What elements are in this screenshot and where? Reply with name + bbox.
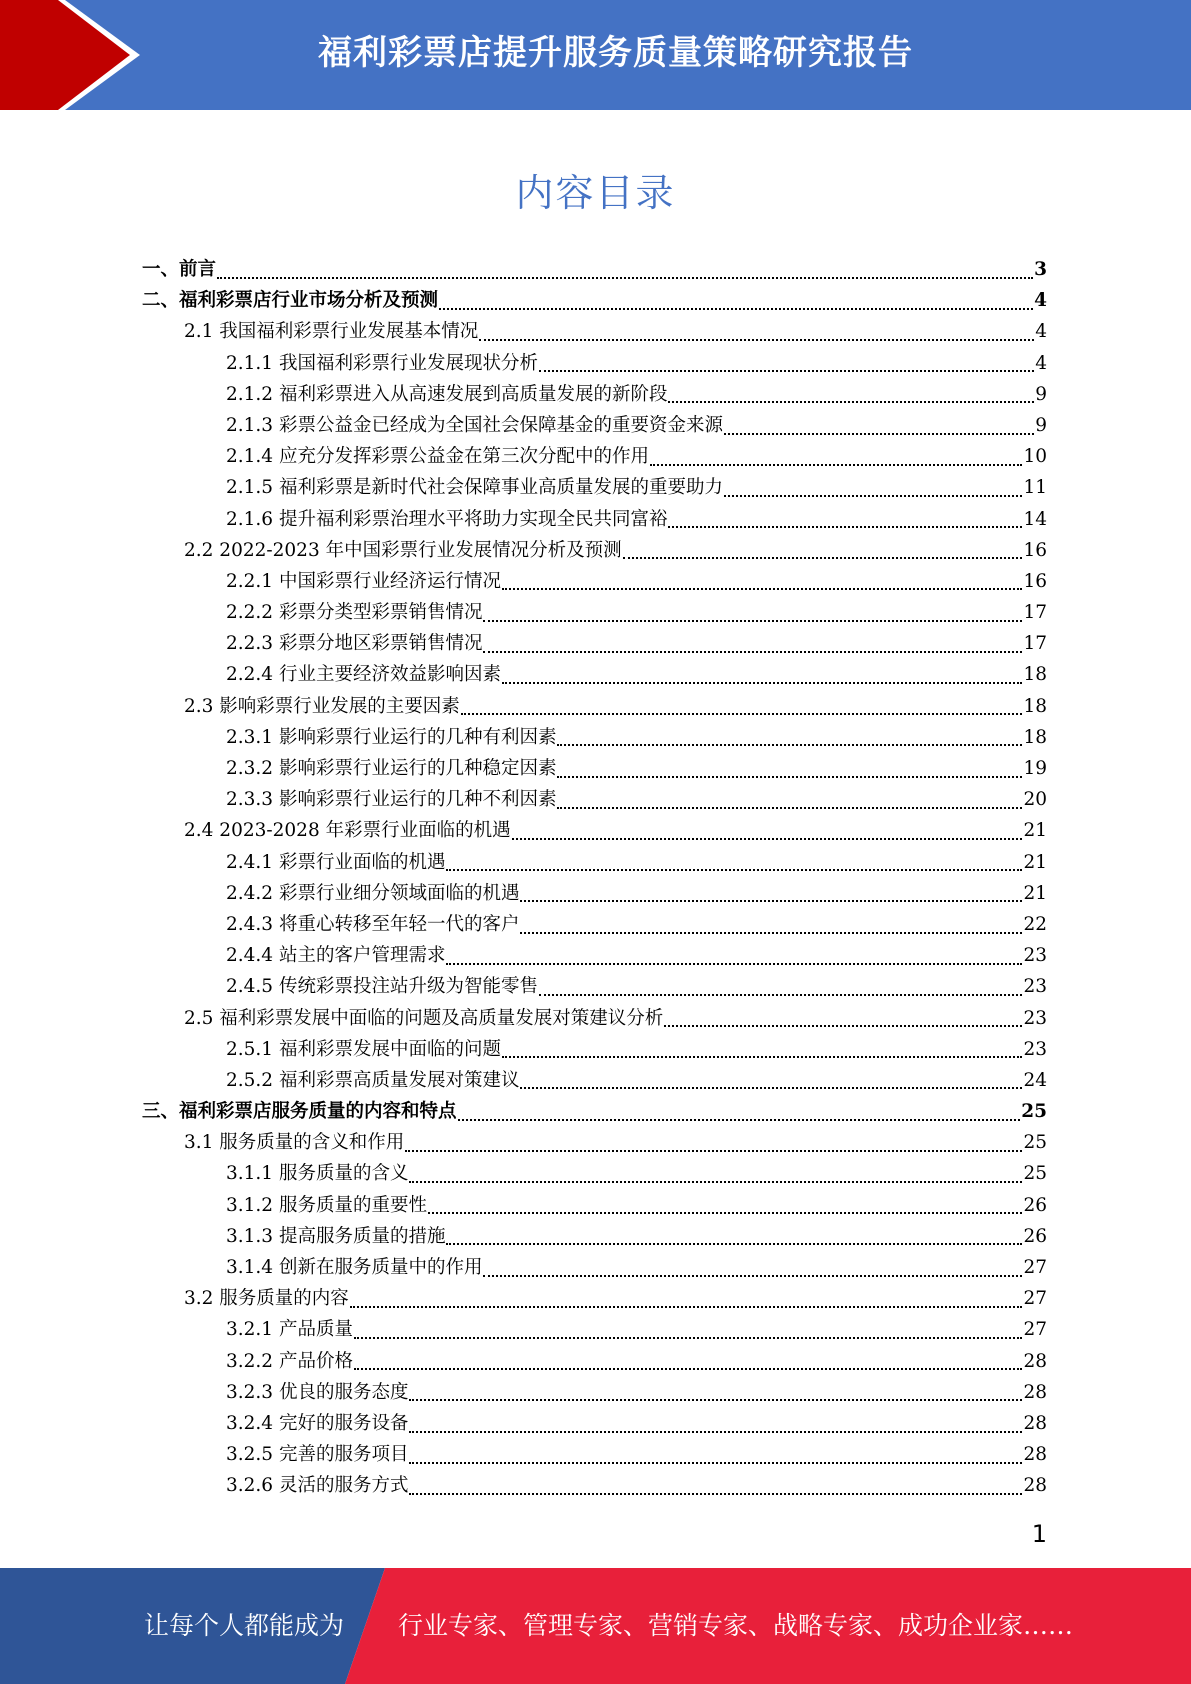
toc-entry[interactable] [142,1158,1047,1189]
toc-entry-label: 2.1 我国福利彩票行业发展基本情况 [184,321,479,343]
toc-entry[interactable] [142,504,1047,535]
toc-entry[interactable] [142,566,1047,597]
toc-entry-label: 3.2.4 完好的服务设备 [226,1412,409,1434]
toc-entry[interactable] [142,1470,1047,1501]
toc-dot-leader [520,1087,1022,1089]
toc-entry[interactable] [142,1252,1047,1283]
toc-dot-leader [724,433,1034,435]
toc-entry-label: 2.3.1 影响彩票行业运行的几种有利因素 [226,726,557,748]
toc-entry-page: 18 [1023,695,1047,717]
toc-entry-page: 14 [1023,508,1047,530]
toc-entry-page: 10 [1023,446,1047,468]
toc-dot-leader [461,713,1023,715]
toc-entry-label: 一、前言 [142,259,217,280]
toc-dot-leader [512,838,1023,840]
page-header [0,0,1191,110]
toc-entry-label: 2.4 2023-2028 年彩票行业面临的机遇 [184,820,511,842]
toc-entry-page: 25 [1023,1132,1047,1154]
toc-entry-page: 9 [1035,383,1047,405]
toc-entry-label: 3.2.5 完善的服务项目 [226,1444,409,1466]
toc-entry-page: 23 [1023,1038,1047,1060]
toc-entry-label: 2.1.3 彩票公益金已经成为全国社会保障基金的重要资金来源 [226,414,723,436]
toc-entry-page: 3 [1034,259,1047,280]
report-title: 福利彩票店提升服务质量策略研究报告 [318,33,913,73]
toc-entry-page: 23 [1023,1007,1047,1029]
toc-entry-label: 3.2 服务质量的内容 [184,1288,349,1310]
toc-dot-leader [479,339,1034,341]
toc-entry-label: 2.3.2 影响彩票行业运行的几种稳定因素 [226,758,557,779]
toc-entry-page: 16 [1023,570,1047,592]
toc-dot-leader [502,1056,1022,1058]
toc-dot-leader [520,900,1022,902]
toc-dot-leader [439,308,1033,310]
toc-entry-label: 2.3.3 影响彩票行业运行的几种不利因素 [226,789,557,811]
toc-entry-page: 19 [1023,758,1047,779]
toc-entry[interactable] [142,1003,1047,1034]
toc-dot-leader [668,526,1022,528]
toc-entry[interactable] [142,285,1047,316]
footer-slogan-left: 让每个人都能成为 [144,1611,345,1640]
toc-entry-page: 23 [1023,976,1047,998]
toc-dot-leader [446,869,1022,871]
toc-dot-leader [539,370,1034,372]
toc-entry[interactable] [142,847,1047,878]
toc-entry-label: 2.4.1 彩票行业面临的机遇 [226,851,446,873]
table-of-contents [142,254,1047,1502]
toc-entry-label: 3.2.1 产品质量 [226,1319,353,1341]
toc-entry-label: 2.3 影响彩票行业发展的主要因素 [184,695,460,717]
toc-entry[interactable] [142,971,1047,1002]
toc-entry[interactable] [142,1065,1047,1096]
toc-entry-page: 23 [1023,945,1047,967]
toc-entry-page: 26 [1023,1225,1047,1247]
toc-entry-label: 2.2.1 中国彩票行业经济运行情况 [226,570,501,592]
toc-entry[interactable] [142,909,1047,940]
toc-entry[interactable] [142,784,1047,815]
toc-dot-leader [217,277,1033,279]
toc-entry-label: 3.1 服务质量的含义和作用 [184,1132,405,1154]
toc-dot-leader [354,1337,1023,1339]
toc-entry-page: 28 [1023,1412,1047,1434]
toc-entry[interactable] [142,535,1047,566]
toc-entry[interactable] [142,1283,1047,1314]
toc-entry-page: 27 [1023,1257,1047,1278]
toc-entry-label: 2.1.1 我国福利彩票行业发展现状分析 [226,352,538,374]
toc-dot-leader [502,588,1022,590]
page-number: 1 [1031,1520,1047,1548]
toc-dot-leader [483,1275,1022,1277]
toc-dot-leader [483,620,1022,622]
toc-entry-label: 2.1.4 应充分发挥彩票公益金在第三次分配中的作用 [226,446,649,468]
toc-entry[interactable] [142,348,1047,379]
footer-slogan-right: 行业专家、管理专家、营销专家、战略专家、成功企业家…… [398,1611,1074,1640]
toc-entry-page: 18 [1023,664,1047,686]
toc-entry-label: 2.1.5 福利彩票是新时代社会保障事业高质量发展的重要助力 [226,477,723,499]
toc-entry[interactable] [142,1408,1047,1439]
toc-entry-label: 3.1.3 提高服务质量的措施 [226,1225,446,1247]
toc-entry[interactable] [142,722,1047,753]
toc-entry[interactable] [142,815,1047,846]
toc-entry[interactable] [142,878,1047,909]
toc-entry[interactable] [142,753,1047,784]
toc-dot-leader [409,1399,1022,1401]
toc-heading: 内容目录 [515,171,676,215]
toc-entry[interactable] [142,410,1047,441]
toc-entry-label: 2.1.6 提升福利彩票治理水平将助力实现全民共同富裕 [226,508,668,530]
toc-entry-label: 2.2.2 彩票分类型彩票销售情况 [226,602,483,624]
toc-dot-leader [458,1119,1021,1121]
toc-entry-label: 2.5 福利彩票发展中面临的问题及高质量发展对策建议分析 [184,1007,664,1029]
toc-dot-leader [539,994,1022,996]
toc-dot-leader [446,1243,1022,1245]
toc-entry-page: 27 [1023,1288,1047,1310]
toc-dot-leader [520,932,1022,934]
toc-entry[interactable] [142,628,1047,659]
toc-dot-leader [446,963,1022,965]
toc-dot-leader [668,401,1034,403]
toc-dot-leader [557,744,1022,746]
toc-entry[interactable] [142,659,1047,690]
toc-entry-label: 二、福利彩票店行业市场分析及预测 [142,290,439,312]
toc-dot-leader [350,1306,1023,1308]
toc-entry-page: 25 [1021,1101,1047,1123]
toc-entry-page: 11 [1023,477,1047,499]
toc-entry[interactable] [142,1439,1047,1470]
toc-entry-label: 3.1.2 服务质量的重要性 [226,1194,427,1216]
toc-dot-leader [650,464,1022,466]
toc-entry-label: 3.1.1 服务质量的含义 [226,1163,409,1185]
toc-entry[interactable] [142,1034,1047,1065]
toc-dot-leader [354,1368,1023,1370]
toc-dot-leader [409,1431,1022,1433]
toc-entry-label: 2.2 2022-2023 年中国彩票行业发展情况分析及预测 [184,539,622,561]
toc-entry[interactable] [142,379,1047,410]
toc-entry[interactable] [142,254,1047,285]
toc-entry[interactable] [142,1346,1047,1377]
toc-entry-page: 9 [1035,414,1047,436]
toc-entry-page: 28 [1023,1381,1047,1403]
toc-entry[interactable] [142,1127,1047,1158]
toc-entry-page: 21 [1023,851,1047,873]
toc-entry-label: 2.5.1 福利彩票发展中面临的问题 [226,1038,501,1060]
toc-dot-leader [409,1493,1022,1495]
toc-entry-label: 2.4.2 彩票行业细分领域面临的机遇 [226,882,520,904]
toc-entry[interactable] [142,940,1047,971]
toc-entry-label: 2.4.5 传统彩票投注站升级为智能零售 [226,976,538,998]
toc-entry-page: 27 [1023,1319,1047,1341]
toc-entry-label: 2.4.3 将重心转移至年轻一代的客户 [226,913,520,935]
toc-dot-leader [502,682,1022,684]
toc-entry-label: 2.1.2 福利彩票进入从高速发展到高质量发展的新阶段 [226,383,668,405]
toc-entry[interactable] [142,597,1047,628]
toc-entry-page: 24 [1023,1069,1047,1091]
toc-entry-page: 4 [1035,352,1047,374]
toc-dot-leader [483,651,1022,653]
toc-dot-leader [664,1025,1022,1027]
toc-dot-leader [623,557,1023,559]
toc-entry-page: 16 [1023,539,1047,561]
toc-entry[interactable] [142,472,1047,503]
toc-entry-label: 3.2.3 优良的服务态度 [226,1381,409,1403]
toc-entry[interactable] [142,691,1047,722]
toc-entry-page: 26 [1023,1194,1047,1216]
toc-entry-page: 21 [1023,820,1047,842]
toc-entry-page: 20 [1023,789,1047,811]
toc-dot-leader [428,1212,1022,1214]
toc-entry-label: 三、福利彩票店服务质量的内容和特点 [142,1101,457,1123]
toc-dot-leader [409,1181,1022,1183]
toc-entry-page: 28 [1023,1444,1047,1466]
toc-entry-page: 21 [1023,882,1047,904]
toc-dot-leader [724,495,1022,497]
toc-entry-label: 3.2.2 产品价格 [226,1350,353,1372]
toc-entry-page: 18 [1023,726,1047,748]
toc-entry-page: 4 [1034,290,1047,312]
toc-entry-label: 2.2.4 行业主要经济效益影响因素 [226,664,501,686]
toc-entry-label: 2.5.2 福利彩票高质量发展对策建议 [226,1069,520,1091]
toc-entry-page: 17 [1023,602,1047,624]
toc-entry-label: 2.4.4 站主的客户管理需求 [226,945,446,967]
toc-entry-page: 4 [1035,321,1047,343]
toc-entry-page: 28 [1023,1350,1047,1372]
toc-entry-page: 22 [1023,913,1047,935]
toc-dot-leader [409,1462,1022,1464]
toc-entry-label: 3.1.4 创新在服务质量中的作用 [226,1257,483,1278]
toc-entry[interactable] [142,316,1047,347]
toc-entry-label: 3.2.6 灵活的服务方式 [226,1475,409,1497]
toc-entry[interactable] [142,1096,1047,1127]
page-footer [0,1568,1191,1684]
toc-dot-leader [405,1150,1022,1152]
toc-entry[interactable] [142,1377,1047,1408]
toc-dot-leader [557,776,1022,778]
toc-entry-page: 17 [1023,633,1047,655]
toc-entry[interactable] [142,1221,1047,1252]
toc-dot-leader [557,807,1022,809]
toc-entry[interactable] [142,441,1047,472]
toc-entry[interactable] [142,1314,1047,1345]
toc-entry-page: 25 [1023,1163,1047,1185]
toc-entry-page: 28 [1023,1475,1047,1497]
toc-entry[interactable] [142,1190,1047,1221]
toc-entry-label: 2.2.3 彩票分地区彩票销售情况 [226,633,483,655]
